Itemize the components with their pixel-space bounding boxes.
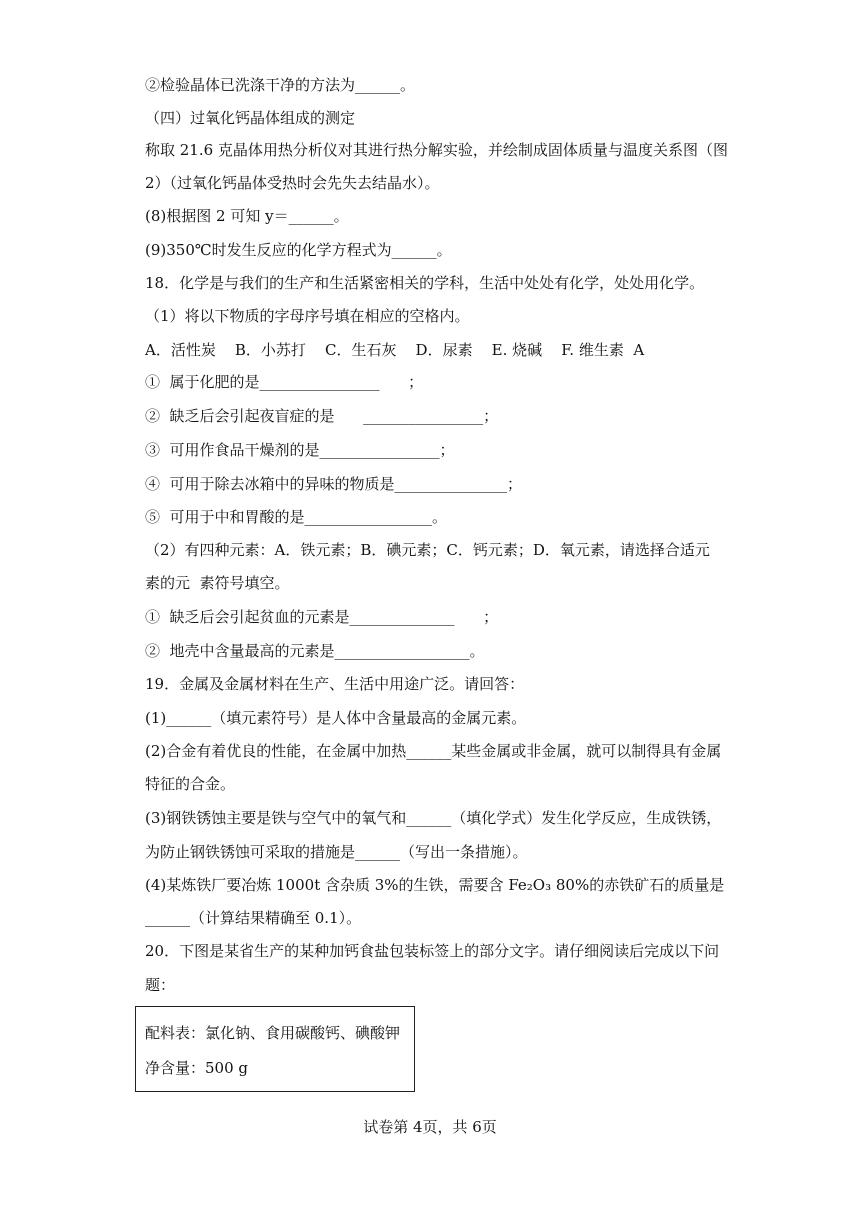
text-line: 特征的合金。 <box>145 775 236 793</box>
text-line: ① 缺乏后会引起贫血的元素是______________ ； <box>145 608 499 626</box>
text-line: （2）有四种元素：A．铁元素；B．碘元素；C．钙元素；D．氧元素，请选择合适元 <box>145 541 710 559</box>
question-19-stem: 19．金属及金属材料在生产、生活中用途广泛。请回答： <box>145 675 525 693</box>
text-line: 称取 21.6 克晶体用热分析仪对其进行热分解实验，并绘制成固体质量与温度关系图（图 <box>145 141 728 159</box>
text-line: ______（计算结果精确至 0.1）。 <box>145 909 362 927</box>
text-line: ②检验晶体已洗涤干净的方法为______。 <box>145 76 416 94</box>
text-line: ⑤ 可用于中和胃酸的是_________________。 <box>145 508 448 526</box>
salt-label-box <box>135 1006 415 1092</box>
text-line: 为防止钢铁锈蚀可采取的措施是______（写出一条措施）。 <box>145 843 528 861</box>
text-line: ② 缺乏后会引起夜盲症的是 ________________； <box>145 407 499 425</box>
text-line: ④ 可用于除去冰箱中的异味的物质是_______________； <box>145 475 523 493</box>
text-line: 题： <box>145 976 176 994</box>
text-line: (9)350℃时发生反应的化学方程式为______。 <box>145 241 452 259</box>
text-line: ③ 可用作食品干燥剂的是________________； <box>145 441 455 459</box>
text-line: 2）（过氧化钙晶体受热时会先失去结晶水）。 <box>145 174 440 192</box>
text-line: （四）过氧化钙晶体组成的测定 <box>145 109 356 127</box>
options-line: A．活性炭 B．小苏打 C．生石灰 D．尿素 E. 烧碱 F. 维生素 A <box>145 341 645 359</box>
text-line: （1）将以下物质的字母序号填在相应的空格内。 <box>145 307 470 325</box>
text-line: (8)根据图 2 可知 y＝______。 <box>145 207 349 225</box>
text-line: (4)某炼铁厂要冶炼 1000t 含杂质 3%的生铁，需要含 Fe₂O₃ 80%的赤铁矿石的质量是 <box>145 876 725 894</box>
text-line: (1)______（填元素符号）是人体中含量最高的金属元素。 <box>145 709 527 727</box>
text-line: (2)合金有着优良的性能，在金属中加热______某些金属或非金属，就可以制得具有金属 <box>145 742 722 760</box>
question-20-stem: 20．下图是某省生产的某种加钙食盐包装标签上的部分文字。请仔细阅读后完成以下问 <box>145 942 720 960</box>
text-line: (3)钢铁锈蚀主要是铁与空气中的氧气和______（填化学式）发生化学反应，生成铁锈， <box>145 809 722 827</box>
text-line: 素的元 素符号填空。 <box>145 574 290 592</box>
text-line: ① 属于化肥的是________________ ； <box>145 373 424 391</box>
ingredients-text: 配料表：氯化钠、食用碳酸钙、碘酸钾 <box>145 1024 401 1042</box>
net-content-text: 净含量：500 g <box>145 1059 249 1077</box>
text-line: ② 地壳中含量最高的元素是__________________。 <box>145 642 485 660</box>
question-18-stem: 18．化学是与我们的生产和生活紧密相关的学科，生活中处处有化学，处处用化学。 <box>145 274 705 292</box>
page-footer: 试卷第 4页，共 6页 <box>363 1118 497 1136</box>
